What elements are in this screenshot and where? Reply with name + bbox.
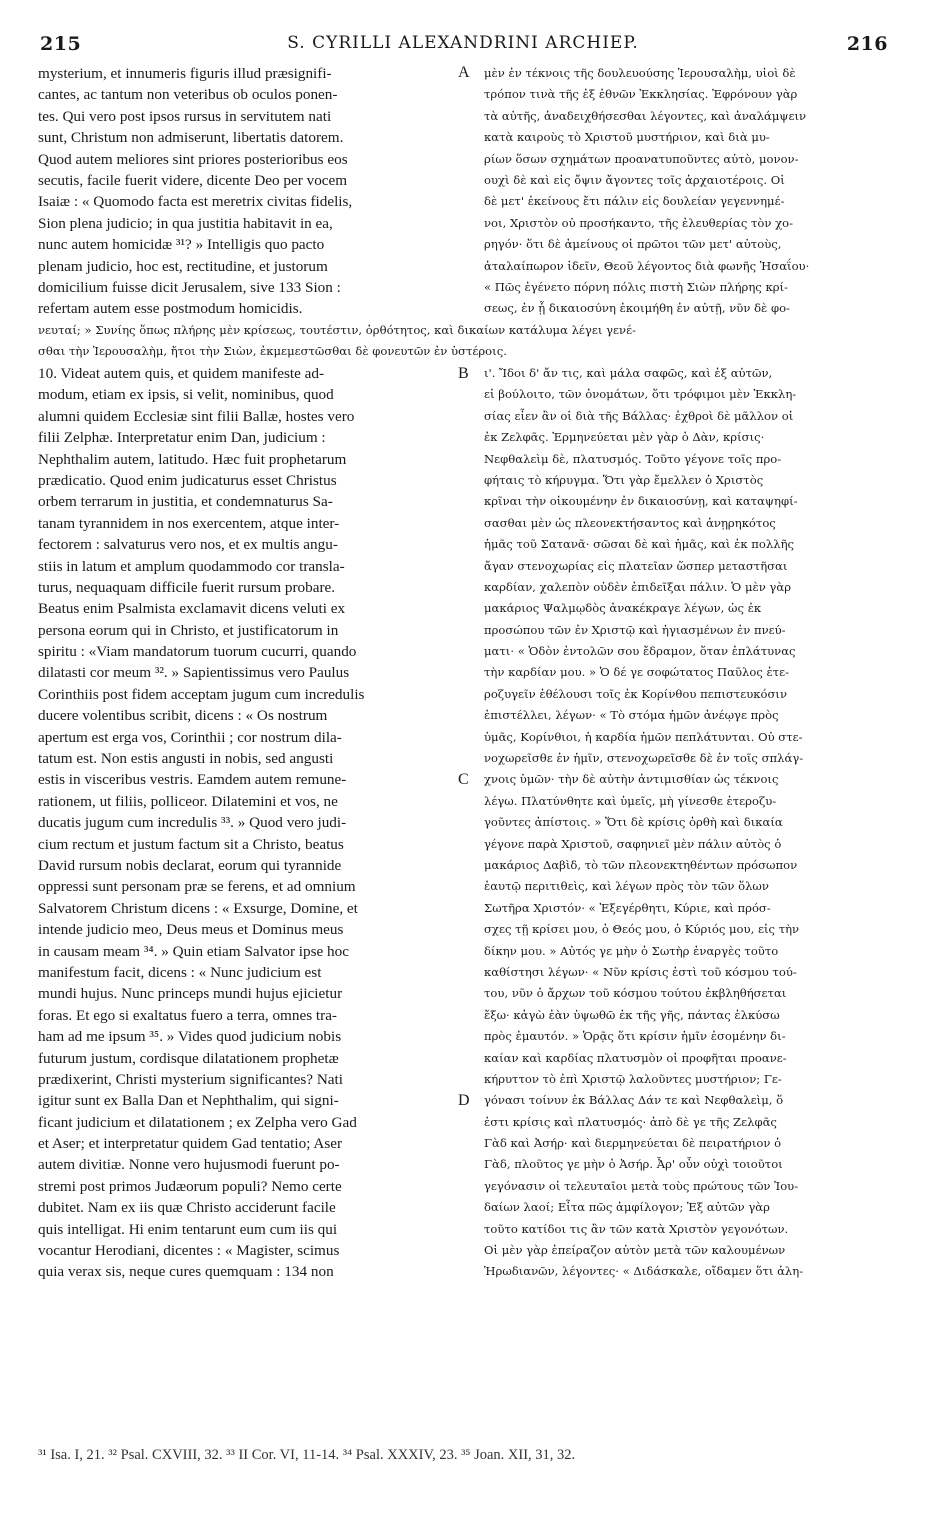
greek-text-line: ματι· « Ὁδὸν ἐντολῶν σου ἔδραμον, ὅταν ἐπλάτυνας: [484, 644, 796, 659]
latin-text-line: dubitet. Nam ex iis quæ Christo acciderunt facile: [38, 1199, 336, 1217]
latin-text-line: autem divitiæ. Nonne vero hujusmodi fuerunt po-: [38, 1156, 340, 1174]
latin-text-line: apertum est erga vos, Corinthii ; cor nostrum dila-: [38, 728, 342, 746]
greek-text-line: νοχωρεῖσθε ἐν ἡμῖν, στενοχωρεῖσθε δὲ ἐν τοῖς σπλάγ-: [484, 751, 804, 766]
latin-text-line: turus, nequaquam difficile fuerit rursum probare.: [38, 578, 336, 596]
margin-letter-a: A: [458, 64, 470, 81]
greek-column-main: [484, 363, 896, 1283]
latin-text-line: secutis, facile fuerit videre, dicente Deo per vocem: [38, 171, 348, 189]
greek-text-line: Οἱ μὲν γὰρ ἐπείραζον αὐτὸν μετὰ τῶν καλουμένων: [484, 1243, 786, 1258]
latin-text-line: Beatus enim Psalmista exclamavit dicens veluti ex: [38, 600, 346, 618]
latin-text-line: quia verax sis, neque cures quemquam : 134 non: [38, 1263, 334, 1281]
greek-full-width-lines: [38, 320, 896, 363]
greek-text-line: Γὰδ καὶ Ἀσήρ· καὶ διερμηνεύεται δὲ πειρατήριον ὁ: [484, 1136, 782, 1151]
latin-text-line: Quod autem meliores sint priores posterioribus eos: [38, 150, 348, 168]
greek-text-line: ἄγαν στενοχωρίας εἰς πλατεῖαν ὥσπερ μεταστῆσαι: [484, 558, 788, 573]
latin-text-line: tanam tyrannidem in nos exercentem, atque inter-: [38, 514, 340, 532]
greek-text-line: καρδίαν, χαλεπὸν οὐδὲν ἐπιδεῖξαι πάλιν. Ὁ μὲν γὰρ: [484, 579, 792, 594]
greek-text-line: σεως, ἐν ᾗ δικαιοσύνη ἐκοιμήθη ἐν αὐτῇ, νῦν δὲ φο-: [484, 301, 790, 316]
latin-text-line: ducatis jugum cum incredulis ³³. » Quod vero judi-: [38, 814, 347, 832]
greek-text-line: ἑαυτῷ περιτιθεὶς, καὶ λέγων πρὸς τὸν τῶν ὅλων: [484, 879, 769, 894]
margin-letter-c: C: [458, 771, 469, 788]
latin-text-line: igitur sunt ex Balla Dan et Nephthalim, qui signi-: [38, 1092, 339, 1110]
greek-text-line: τὴν καρδίαν μου. » Ὁ δέ γε σοφώτατος Παῦλος ἑτε-: [484, 665, 790, 680]
latin-text-line: domicilium fuisse dicit Jerusalem, sive 133 Sion :: [38, 278, 341, 296]
greek-text-line: κρῖναι τὴν οἰκουμένην ἐν δικαιοσύνῃ, καὶ καταψηφί-: [484, 494, 798, 509]
greek-text-line: ἔξω· κἀγὼ ἐὰν ὑψωθῶ ἐκ τῆς γῆς, πάντας ἑλκύσω: [484, 1007, 780, 1022]
greek-text-line: Σωτῆρα Χριστόν· « Ἐξεγέρθητι, Κύριε, καὶ πρόσ-: [484, 900, 771, 915]
left-page-number: 215: [40, 33, 82, 55]
latin-text-line: plenam judicio, hoc est, rectitudine, et justorum: [38, 257, 328, 275]
latin-text-line: sunt, Christum non admiserunt, libertatis datorem.: [38, 129, 344, 147]
latin-text-line: quis intelligat. Hi enim tentarunt eum cum iis qui: [38, 1220, 338, 1238]
greek-text-line: χνοις ὑμῶν· τὴν δὲ αὐτὴν ἀντιμισθίαν ὡς τέκνοις: [484, 772, 779, 787]
greek-text-line: ἐκ Ζελφᾶς. Ἑρμηνεύεται μὲν γὰρ ὁ Δὰν, κρίσις·: [484, 430, 765, 445]
greek-text-line: καίαν καὶ καρδίας πλατυσμὸν οἱ προφῆται προανε-: [484, 1050, 787, 1065]
greek-text-line: ρίων ὅσων σχημάτων προανατυποῦντες αὐτὸ, μονον-: [484, 151, 799, 166]
latin-text-line: Salvatorem Christum dicens : « Exsurge, Domine, et: [38, 899, 358, 917]
greek-text-line: ἀταλαίπωρον ἰδεῖν, Θεοῦ λέγοντος διὰ φωνῆς Ἡσαΐου·: [484, 258, 810, 273]
latin-text-line: ducere volentibus scribit, dicens : « Os nostrum: [38, 707, 328, 725]
latin-text-line: nunc autem homicidæ ³¹? » Intelligis quo pacto: [38, 236, 325, 254]
greek-text-line: φήταις τὸ κήρυγμα. Ὅτι γὰρ ἔμελλεν ὁ Χριστὸς: [484, 472, 764, 487]
latin-text-line: modum, etiam ex ipsis, si velit, nominibus, quod: [38, 386, 334, 404]
greek-text-line: δὲ μετ' ἐκείνους ἔτι πάλιν εἰς δουλείαν γεγεννημέ-: [484, 194, 785, 209]
latin-text-line: futurum justum, cordisque dilatationem prophetæ: [38, 1049, 339, 1067]
greek-text-line: νευταί; » Συνίης ὅπως πλήρης μὲν κρίσεως, τουτέστιν, ὀρθότητος, καὶ δικαίων κατάλυμα λέγει γενέ-: [38, 323, 637, 337]
latin-text-line: prædicatio. Quod enim judicaturus esset Christus: [38, 471, 337, 489]
running-title: S. CYRILLI ALEXANDRINI ARCHIEP.: [287, 33, 639, 53]
latin-text-line: oppressi sunt personam præ se ferens, et ad omnium: [38, 878, 356, 896]
greek-text-line: κήρυττον τὸ ἐπὶ Χριστῷ λαλοῦντες μυστήριον; Γε-: [484, 1071, 782, 1086]
greek-text-line: Γὰδ, πλοῦτος γε μὴν ὁ Ἀσήρ. Ἆρ' οὖν οὐχὶ τοιοῦτοι: [484, 1157, 783, 1172]
running-header: [0, 33, 926, 57]
latin-text-line: fectorem : salvaturus vero nos, et ex multis angu-: [38, 536, 338, 554]
greek-text-line: μακάριος Δαβὶδ, τὸ τῶν πλεονεκτηθέντων πρόσωπον: [484, 857, 798, 872]
latin-text-line: et Aser; et interpretatur quidem Gad tentatio; Aser: [38, 1135, 343, 1153]
greek-text-line: « Πῶς ἐγένετο πόρνη πόλις πιστὴ Σιὼν πλήρης κρί-: [484, 279, 789, 294]
latin-text-line: stiis in latum et amplum quodammodo cor transla-: [38, 557, 345, 575]
greek-text-line: γέγονε παρὰ Χριστοῦ, σαφηνιεῖ μὲν πάλιν αὐτὸς ὁ: [484, 836, 782, 851]
greek-column-top: [484, 63, 896, 320]
greek-text-line: μὲν ἐν τέκνοις τῆς δουλευούσης Ἱερουσαλὴμ, υἱοὶ δὲ: [484, 66, 796, 80]
greek-text-line: ι'. Ἴδοι δ' ἄν τις, καὶ μάλα σαφῶς, καὶ ἐξ αὐτῶν,: [484, 366, 773, 380]
greek-text-line: καθίστησι λέγων· « Νῦν κρίσις ἐστὶ τοῦ κόσμου τού-: [484, 964, 797, 979]
greek-text-line: τοῦτο κατίδοι τις ἂν τῶν κατὰ Χριστὸν γεγονότων.: [484, 1221, 789, 1236]
latin-text-line: estis in visceribus vestris. Eamdem autem remune-: [38, 771, 347, 789]
latin-column-main: [38, 363, 456, 1283]
greek-text-line: γοῦντες ἀπίστοις. » Ὅτι δὲ κρίσις ὀρθὴ καὶ δικαία: [484, 815, 783, 830]
greek-text-line: πρὸς ἐμαυτόν. » Ὁρᾷς ὅτι κρίσιν ἡμῖν ἐσομένην δι-: [484, 1029, 786, 1044]
latin-text-line: mundi hujus. Nunc princeps mundi hujus ejicietur: [38, 985, 343, 1003]
latin-text-line: prædixerint, Christi mysterium significantes? Nati: [38, 1070, 343, 1088]
latin-text-line: Sion plena judicio; in qua justitia habitavit in ea,: [38, 214, 333, 232]
latin-text-line: orbem terrarum in justitia, et condemnaturus Sa-: [38, 493, 333, 511]
latin-text-line: 10. Videat autem quis, et quidem manifeste ad-: [38, 365, 325, 382]
greek-text-line: ρηγόν· ὅτι δὲ ἀμείνους οἱ πρῶτοι τῶν μετ' αὐτοὺς,: [484, 237, 782, 252]
latin-text-line: stremi post primos Judæorum populi? Nemo certe: [38, 1177, 342, 1195]
latin-text-line: ficant judicium et dilatationem ; ex Zelpha vero Gad: [38, 1113, 357, 1131]
greek-text-line: ροζυγεῖν ἐθέλουσι τοῖς ἐκ Κορίνθου πεπιστευκόσιν: [484, 686, 787, 701]
greek-text-line: ἐστι κρίσις καὶ πλατυσμός· ἀπὸ δὲ γε τῆς Ζελφᾶς: [484, 1114, 777, 1129]
greek-text-line: μακάριος Ψαλμῳδὸς ἀνακέκραγε λέγων, ὡς ἐκ: [484, 601, 762, 616]
greek-text-line: σίας εἶεν ἂν οἱ διὰ τῆς Βάλλας· ἐχθροὶ δὲ μᾶλλον οἱ: [484, 408, 794, 423]
greek-text-line: ἡμᾶς τοῦ Σατανᾶ· σῶσαι δὲ καὶ ἡμᾶς, καὶ ἐκ πολλῆς: [484, 537, 795, 552]
greek-text-line: δίκην μου. » Αὐτός γε μὴν ὁ Σωτὴρ ἐναργὲς τοῦτο: [484, 943, 779, 958]
margin-letter-b: B: [458, 365, 469, 382]
greek-text-line: Νεφθαλεὶμ δὲ, πλατυσμός. Τοῦτο γέγονε τοῖς προ-: [484, 451, 782, 466]
latin-text-line: spiritu : «Viam mandatorum tuorum cucurri, quando: [38, 643, 357, 661]
latin-text-line: David rursum nobis declarat, eorum qui tyrannide: [38, 856, 342, 874]
latin-text-line: manifestum facit, dicens : « Nunc judicium est: [38, 963, 322, 981]
latin-text-line: ham ad me ipsum ³⁵. » Vides quod judicium nobis: [38, 1028, 342, 1046]
right-page-number: 216: [846, 33, 888, 55]
greek-text-line: του, νῦν ὁ ἄρχων τοῦ κόσμου τούτου ἐκβληθήσεται: [484, 986, 787, 1001]
latin-text-line: vocantur Herodiani, dicentes : « Magister, scimus: [38, 1242, 340, 1260]
greek-text-line: δαίων λαοί; Εἶτα πῶς ἀμφίλογον; Ἐξ αὐτῶν γὰρ: [484, 1200, 770, 1215]
greek-text-line: ουχὶ δὲ καὶ εἰς ὄψιν ἄγοντες τοῖς ἀρχαιοτέροις. Οἱ: [484, 172, 785, 187]
latin-text-line: dilatasti cor meum ³². » Sapientissimus vero Paulus: [38, 664, 350, 682]
greek-text-line: τρόπον τινὰ τῆς ἐξ ἐθνῶν Ἐκκλησίας. Ἐφρόνουν γὰρ: [484, 87, 798, 102]
greek-text-line: ὑμᾶς, Κορίνθιοι, ἡ καρδία ἡμῶν πεπλάτυνται. Οὐ στε-: [484, 729, 803, 744]
greek-text-line: κατὰ καιροὺς τὸ Χριστοῦ μυστήριον, καὶ διὰ μυ-: [484, 130, 770, 145]
latin-text-line: cium rectum et justum factum sit a Christo, beatus: [38, 835, 344, 853]
latin-text-line: Nephthalim autem, latitudo. Hæc fuit prophetarum: [38, 450, 347, 468]
greek-text-line: σχες τῇ κρίσει μου, ὁ Θεός μου, ὁ Κύριός μου, εἰς τὴν: [484, 922, 800, 937]
latin-text-line: rationem, ut filiis, polliceor. Dilatemini et vos, ne: [38, 792, 338, 810]
greek-text-line: γεγόνασιν οἱ τελευταῖοι μετὰ τοὺς πρώτους τῶν Ἰου-: [484, 1178, 799, 1193]
latin-text-line: in causam meam ³⁴. » Quin etiam Salvator ipse hoc: [38, 942, 349, 960]
latin-text-line: Isaiæ : « Quomodo facta est meretrix civitas fidelis,: [38, 193, 353, 211]
latin-text-line: intende judicio meo, Deus meus et Dominus meus: [38, 921, 344, 939]
footnotes: ³¹ Isa. I, 21. ³² Psal. CXVIII, 32. ³³ II Cor. VI, 11-14. ³⁴ Psal. XXXIV, 23. ³⁵ Joan. XII, 31, 32.: [38, 1447, 576, 1463]
greek-text-line: προσώπου τῶν ἐν Χριστῷ καὶ ἡγιασμένων ἐν πνεύ-: [484, 622, 786, 637]
margin-letter-d: D: [458, 1092, 470, 1109]
greek-text-line: λέγω. Πλατύνθητε καὶ ὑμεῖς, μὴ γίνεσθε ἑτεροζυ-: [484, 793, 777, 808]
latin-text-line: filii Zelphæ. Interpretatur enim Dan, judicium :: [38, 429, 326, 447]
greek-text-line: σασθαι μὲν ὡς πλεονεκτήσαντος καὶ ἀνῃρηκότος: [484, 515, 776, 530]
latin-text-line: foras. Et ego si exaltatus fuero a terra, omnes tra-: [38, 1006, 337, 1024]
greek-text-line: ἐπιστέλλει, λέγων· « Τὸ στόμα ἡμῶν ἀνέῳγε πρὸς: [484, 708, 779, 723]
latin-text-line: mysterium, et innumeris figuris illud præsignifi-: [38, 65, 332, 82]
greek-text-line: σθαι τὴν Ἱερουσαλὴμ, ἤτοι τὴν Σιὼν, ἐκμεμεστῶσθαι δὲ φονευτῶν ἐν ὑστέροις.: [38, 344, 507, 359]
greek-text-line: γόνασι τοίνυν ἐκ Βάλλας Δάν τε καὶ Νεφθαλεὶμ, ὅ: [484, 1093, 784, 1108]
latin-text-line: cantes, ac tantum non veteribus ob oculos ponen-: [38, 86, 338, 104]
latin-text-line: Corinthiis post fidem acceptam jugum cum incredulis: [38, 685, 365, 703]
latin-text-line: tes. Qui vero post ipsos rursus in servitutem nati: [38, 107, 332, 125]
latin-text-line: persona eorum qui in Christo, et justificatorum in: [38, 621, 339, 639]
greek-text-line: εἰ βούλοιτο, τῶν ὀνομάτων, ὅτι τρόφιμοι μὲν Ἐκκλη-: [484, 387, 797, 402]
latin-text-line: tatum est. Non estis angusti in nobis, sed angusti: [38, 750, 334, 768]
latin-text-line: refertam autem esse postmodum homicidis.: [38, 300, 303, 318]
greek-text-line: τὰ αὐτῆς, ἀναδειχθήσεσθαι λέγοντες, καὶ ἀναλάμψειν: [484, 108, 807, 123]
latin-text-line: alumni quidem Ecclesiæ sint filii Ballæ, hostes vero: [38, 407, 355, 425]
latin-column-top: [38, 63, 456, 320]
greek-text-line: Ἡρωδιανῶν, λέγοντες· « Διδάσκαλε, οἴδαμεν ὅτι ἀλη-: [484, 1264, 804, 1279]
greek-text-line: νοι, Χριστὸν οὐ προσήκαντο, τῆς ἐλευθερίας τὸν χο-: [484, 215, 794, 230]
